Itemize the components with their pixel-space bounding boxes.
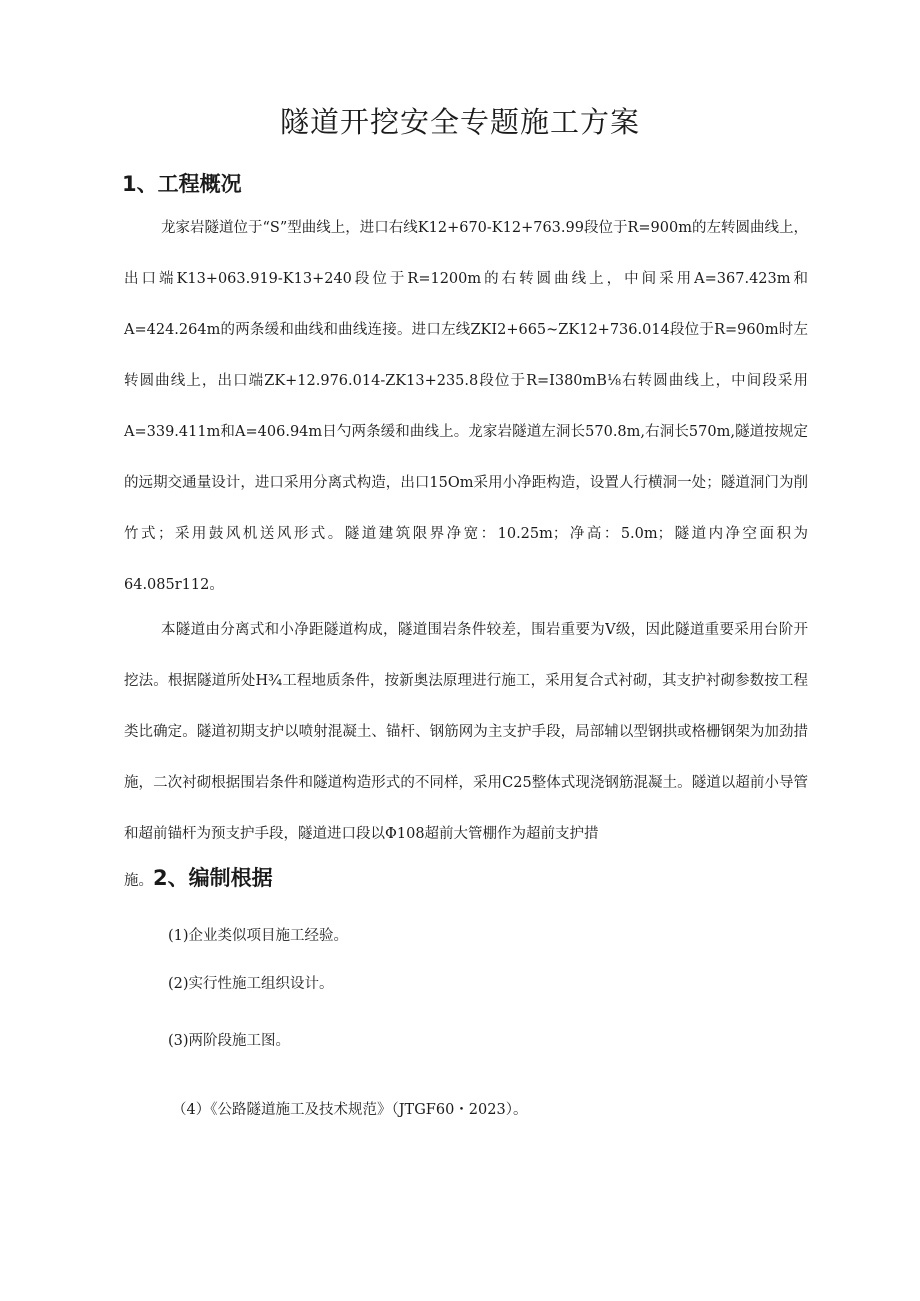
basis-item: （4）《公路隧道施工及技术规范》（JTGF60・2023）。: [172, 1102, 528, 1118]
paragraph-2-tail: 施。: [124, 873, 153, 889]
basis-item: (2)实行性施工组织设计。: [168, 976, 334, 992]
basis-item: (1)企业类似项目施工经验。: [168, 928, 349, 944]
section-heading-overview: 1、工程概况: [122, 172, 242, 196]
basis-item: (3)两阶段施工图。: [168, 1033, 291, 1049]
overview-paragraph-1: 龙家岩隧道位于“S”型曲线上，进口右线K12+670-K12+763.99段位于R=900m的左转圆曲线上，出口端K13+063.919-K13+240段位于R=1200m的右转圆曲线上，中间采用A=367.423m和A=424.264m的两条缓和曲线和曲线连接。进口左线ZKI2+665~ZK12+736.014段位于R=960m时左转圆曲线上，出口端ZK+12.976.014-ZK13+235.8段位于R=I380mB⅛右转圆曲线上，中间段采用A=339.411m和A=406.94m日勺两条缓和曲线上。龙家岩隧道左洞长570.8m,右洞长570m,隧道按规定的远期交通量设计，进口采用分离式构造，出口15Om采用小净距构造，设置人行横洞一处；隧道洞门为削竹式；采用鼓风机送风形式。隧道建筑限界净宽：10.25m；净高：5.0m；隧道内净空面积为64.085r112。: [124, 220, 808, 593]
document-title: 隧道开挖安全专题施工方案: [279, 105, 640, 139]
overview-paragraph-2: 本隧道由分离式和小净距隧道构成，隧道围岩条件较差，围岩重要为V级，因此隧道重要采用台阶开挖法。根据隧道所处H¾工程地质条件，按新奥法原理进行施工，采用复合式衬砌，其支护衬砌参数按工程类比确定。隧道初期支护以喷射混凝土、锚杆、钢筋网为主支护手段，局部辅以型钢拱或格栅钢架为加劲措施，二次衬砌根据围岩条件和隧道构造形式的不同样，采用C25整体式现浇钢筋混凝土。隧道以超前小导管和超前锚杆为预支护手段，隧道进口段以Φ108超前大管棚作为超前支护措: [124, 622, 808, 842]
section-heading-basis: 2、编制根据: [153, 866, 273, 890]
paragraph-tail-line: [124, 862, 273, 892]
